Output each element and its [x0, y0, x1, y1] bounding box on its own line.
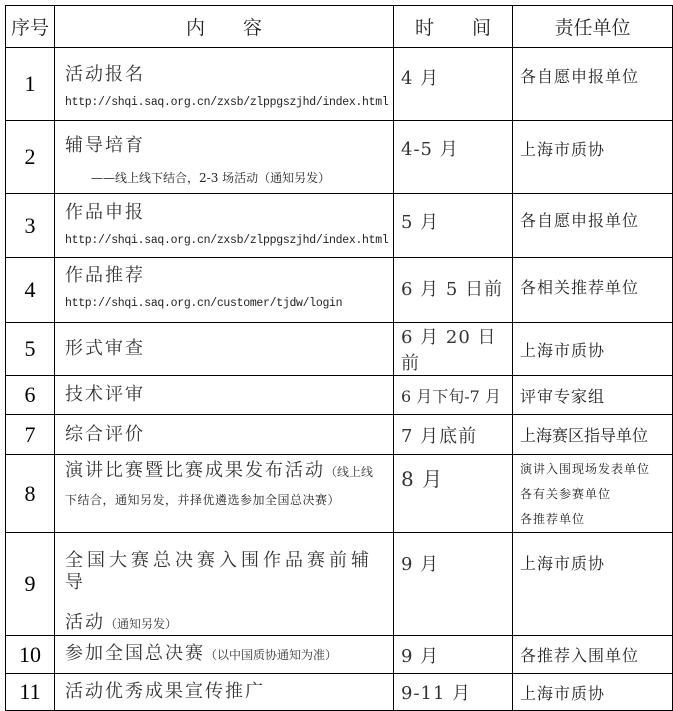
row-unit [513, 258, 673, 323]
time-text: 6 月下旬-7 月 [401, 386, 501, 406]
unit-text: 上海市质协 [520, 554, 606, 573]
row-time [394, 194, 513, 258]
row-unit [513, 121, 673, 194]
item-title-note: （以中国质协通知为准） [205, 648, 338, 662]
row-time [394, 455, 513, 533]
row-time [394, 533, 513, 636]
time-text: 9-11 月 [401, 683, 472, 704]
unit-text: 上海赛区指导单位 [520, 426, 649, 445]
row-unit [513, 415, 673, 455]
table-row [6, 258, 673, 323]
item-title: 作品申报 [65, 202, 145, 223]
row-unit [513, 533, 673, 636]
item-title: 活动报名 [65, 64, 145, 85]
unit-text: 评审专家组 [520, 386, 606, 406]
item-title-text: 参加全国总决赛 [65, 643, 205, 664]
row-unit [513, 194, 673, 258]
unit-text: 各相关推荐单位 [520, 278, 640, 297]
header-no: 序号 [6, 6, 55, 48]
table-row [6, 376, 673, 415]
row-number: 9 [6, 533, 55, 636]
time-text: 8 月 [401, 467, 444, 491]
time-text: 6 月 5 日前 [401, 279, 504, 300]
row-unit [513, 636, 673, 674]
time-text: 9 月 [401, 554, 440, 575]
item-title: 辅导培育 [65, 135, 145, 156]
item-title-note: （线上线 [325, 465, 374, 479]
row-time [394, 48, 513, 121]
row-content [55, 258, 394, 323]
unit-text: 各自愿申报单位 [520, 211, 640, 230]
unit-text: 演讲入围现场发表单位 [520, 462, 651, 476]
row-unit [513, 323, 673, 376]
row-number: 2 [6, 121, 55, 194]
item-title-note: （通知另发） [105, 617, 178, 631]
row-unit [513, 376, 673, 415]
row-time [394, 415, 513, 455]
header-time: 时 间 [394, 6, 513, 48]
unit-text: 各推荐单位 [520, 512, 586, 526]
table-row [6, 121, 673, 194]
row-content [55, 674, 394, 711]
row-time [394, 636, 513, 674]
time-text: 9 月 [401, 645, 440, 667]
row-number: 5 [6, 323, 55, 376]
item-title-line2 [65, 612, 393, 635]
table-row [6, 323, 673, 376]
item-title: 全国大赛总决赛入围作品赛前辅导 [65, 550, 373, 593]
item-link[interactable]: http://shqi.saq.org.cn/customer/tjdw/login [65, 297, 343, 310]
row-content [55, 415, 394, 455]
row-content [55, 455, 394, 533]
row-content [55, 376, 394, 415]
row-time [394, 674, 513, 711]
table-row [6, 455, 673, 533]
table-row [6, 194, 673, 258]
time-text: 4-5 月 [401, 139, 459, 160]
unit-list [520, 457, 672, 532]
unit-text: 各推荐入围单位 [520, 646, 640, 665]
item-title [65, 643, 393, 666]
row-number: 7 [6, 415, 55, 455]
row-content [55, 194, 394, 258]
unit-text: 上海市质协 [520, 140, 606, 159]
row-content [55, 323, 394, 376]
item-title-text: 活动 [65, 612, 105, 633]
row-number: 3 [6, 194, 55, 258]
row-time [394, 376, 513, 415]
row-time [394, 323, 513, 376]
unit-text: 上海市质协 [520, 340, 606, 360]
time-text: 5 月 [401, 212, 440, 233]
table-row [6, 415, 673, 455]
table-row [6, 636, 673, 674]
item-title: 活动优秀成果宣传推广 [65, 681, 265, 702]
table-row [6, 533, 673, 636]
table-row [6, 674, 673, 711]
header-content: 内 容 [55, 6, 394, 48]
row-unit [513, 48, 673, 121]
row-content [55, 636, 394, 674]
row-number: 1 [6, 48, 55, 121]
item-note: ——线上线下结合，2-3 场活动（通知另发） [91, 171, 331, 185]
item-title: 形式审查 [65, 338, 145, 359]
item-title: 技术评审 [65, 384, 145, 405]
row-number: 11 [6, 674, 55, 711]
row-number: 4 [6, 258, 55, 323]
row-time [394, 121, 513, 194]
row-number: 8 [6, 455, 55, 533]
row-content [55, 121, 394, 194]
table-row [6, 48, 673, 121]
time-text: 4 月 [401, 68, 440, 89]
row-unit [513, 674, 673, 711]
row-time [394, 258, 513, 323]
row-number: 10 [6, 636, 55, 674]
unit-text: 各自愿申报单位 [520, 67, 640, 86]
unit-text: 各有关参赛单位 [520, 487, 612, 501]
header-row [6, 6, 673, 48]
time-text: 7 月底前 [401, 425, 478, 447]
item-title [65, 460, 393, 483]
unit-text: 上海市质协 [520, 683, 606, 703]
item-title: 综合评价 [65, 423, 145, 445]
item-link[interactable]: http://shqi.saq.org.cn/zxsb/zlppgszjhd/index.html [65, 234, 389, 247]
item-link[interactable]: http://shqi.saq.org.cn/zxsb/zlppgszjhd/index.html [65, 96, 389, 109]
row-unit [513, 455, 673, 533]
header-unit: 责任单位 [513, 6, 673, 48]
row-number: 6 [6, 376, 55, 415]
time-text: 6 月 20 日前 [401, 327, 497, 374]
activity-schedule-table [5, 5, 673, 711]
item-title-text: 演讲比赛暨比赛成果发布活动 [65, 460, 325, 481]
item-note: 下结合，通知另发，并择优遴选参加全国总决赛） [65, 493, 341, 507]
row-content [55, 533, 394, 636]
row-content [55, 48, 394, 121]
item-title: 作品推荐 [65, 265, 145, 286]
